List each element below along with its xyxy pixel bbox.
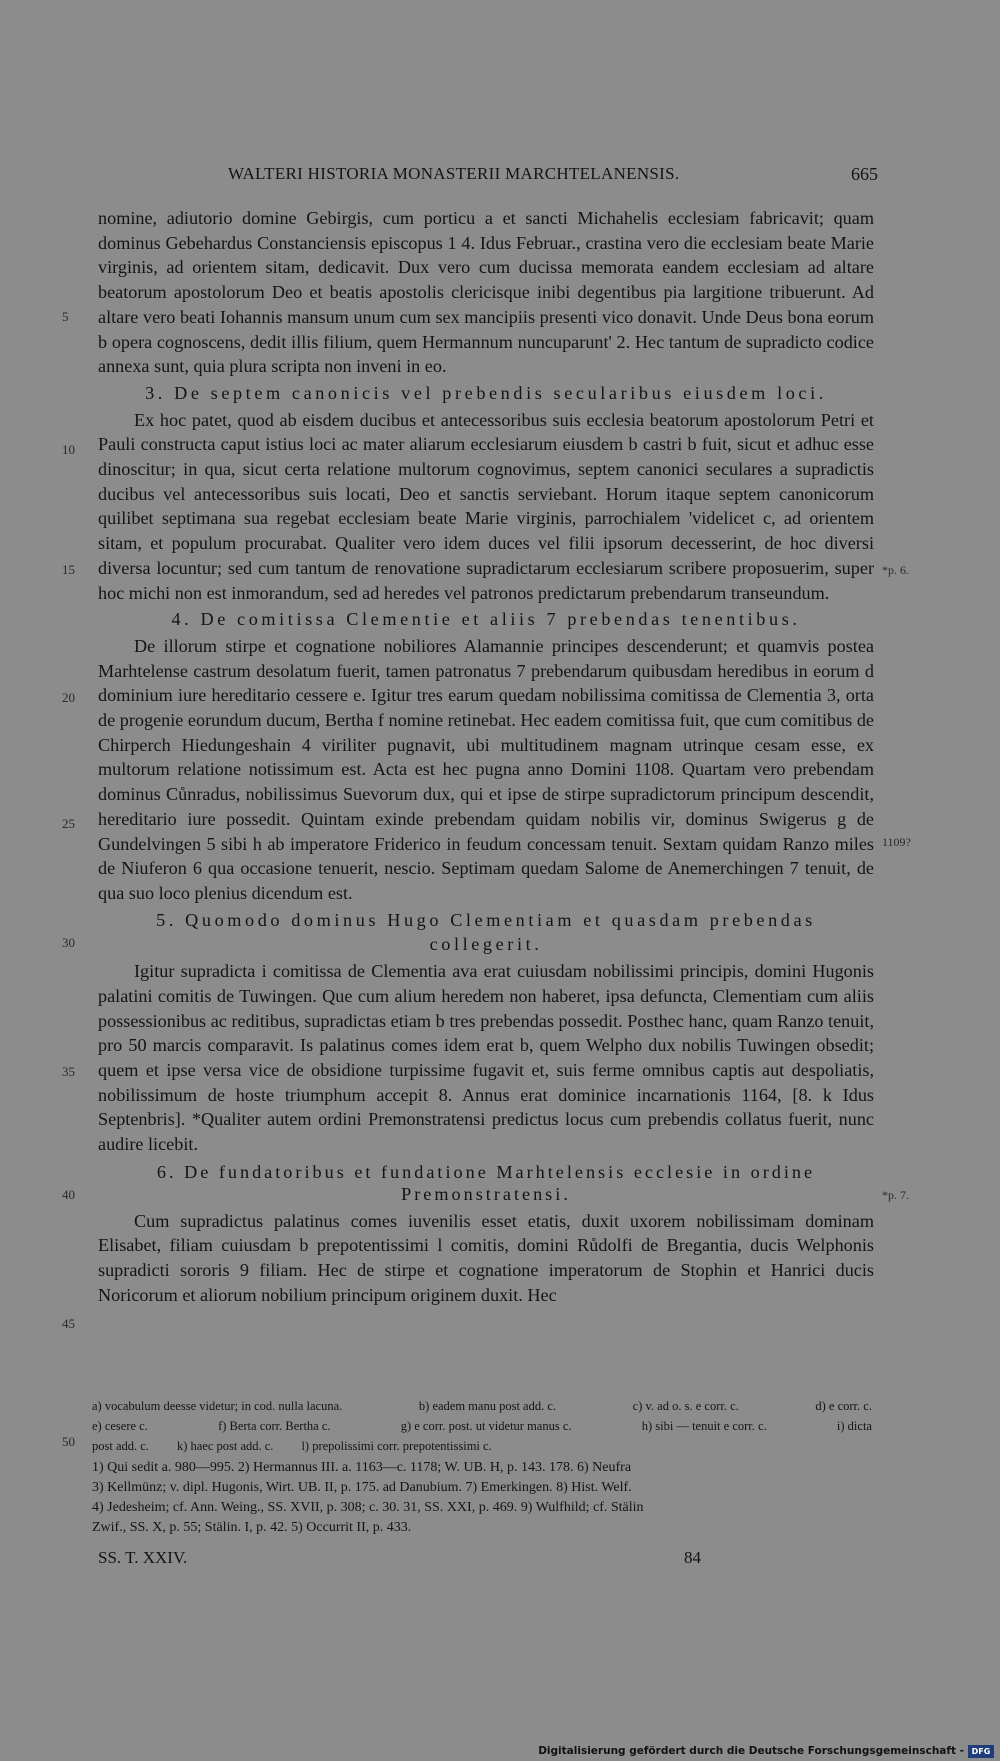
apparatus-note: g) e corr. post. ut videtur manus c. [400,1419,572,1433]
line-number: 5 [62,309,69,324]
line-number: 25 [62,816,75,831]
apparatus-row [92,1396,872,1416]
footnote-line: 1) Qui sedit a. 980—995. 2) Hermannus III. a. 1163—c. 1178; W. UB. H, p. 143. 178. 6) Neufra [92,1460,632,1475]
apparatus-row [92,1416,872,1436]
section-heading-3: 3. De septem canonicis vel prebendis secularibus eiusdem loci. [145,382,827,403]
apparatus-note: h) sibi — tenuit e corr. c. [641,1419,767,1433]
section-heading-6-line2: Premonstratensi. [401,1183,571,1204]
paragraph-section-6: Cum supradictus palatinus comes iuvenilis esset etatis, duxit uxorem nobilissimam dominam Elisabet, filiam cuiusdam b prepotentissimi l comitis, domini Růdolfi de Bregantia, ducis Welphonis supradicti sororis 9 filiam. Hec de stirpe et cognatione imperatorum de Stophin et Hanrici ducis Noricorum et aliorum nobilium principum originem duxit. Hec [98,1210,874,1305]
footnote-line: 4) Jedesheim; cf. Ann. Weing., SS. XVII, p. 308; c. 30. 31, SS. XXI, p. 469. 9) Wulfhild; cf. Stälin [92,1500,644,1515]
apparatus-note: l) prepolissimi corr. prepotentissimi c. [301,1439,492,1453]
margin-note-year: 1109? [882,835,911,849]
line-number: 15 [62,562,75,577]
paragraph-intro: nomine, adiutorio domine Gebirgis, cum porticu a et sancti Michahelis ecclesiam fabricavit; quam dominus Gebehardus Constanciensis episcopus 1 4. Idus Februar., crastina vero die ecclesiam beate Marie virginis, ad orientem sitam, dedicavit. Dux vero cum ducissa memorata eandem ecclesiam ad altare beatorum apostolorum Deo et beatis apostolis clericisque inibi degentibus pia largitione tribuerunt. Ad altare vero beati Iohannis mansum unum cum sex mancipiis presenti vico donavit. Unde Deus bona eorum b opera cognoscens, dedit illis filium, quem Hermannum nuncuparunt' 2. Hec tantum de supradicto codice annexa sunt, quia plura scripta non inveni in eo. [98,208,874,377]
page-header [98,164,878,192]
margin-note-page-ref: *p. 6. [882,563,909,577]
page-number: 665 [851,164,878,184]
apparatus-note: post add. c. [92,1439,149,1453]
numbered-footnotes [92,1458,874,1538]
line-number: 40 [62,1187,75,1202]
line-number: 50 [62,1434,75,1449]
section-heading-6-line1: 6. De fundatoribus et fundatione Marhtelensis ecclesie in ordine [156,1161,816,1182]
signature-volume: SS. T. XXIV. [98,1548,188,1567]
paragraph-section-3: Ex hoc patet, quod ab eisdem ducibus et antecessoribus suis ecclesia beatorum apostolorum Petri et Pauli constructa caput istius loci ac mater aliarum ecclesiarum eiusdem b castri b fuit, sicut et adhuc esse dinoscitur; in qua, sicut certa relatione multorum cognovimus, septem canonici seculares a supradictis ducibus vel antecessoribus suis locati, Deo et sanctis serviebant. Horum itaque septem canonicorum quilibet septimana sua regebat ecclesiam beate Marie virginis, parrochialem 'videlicet c, ad orientem sitam, et populum procurabat. Qualiter vero idem duces vel filii ipsorum decesserint, de hoc diversi diversa locuntur; sed cum tantum de renovatione supradictarum ecclesiarum scribere proposuerim, super hoc michi non est inmorandum, sed ad heredes vel patronos predictarum prebendarum transeundum. [98,409,874,603]
line-number: 30 [62,935,75,950]
margin-note-page-ref: *p. 7. [882,1188,909,1202]
running-title: WALTERI HISTORIA MONASTERII MARCHTELANENSIS. [228,164,680,183]
apparatus-row [92,1436,872,1456]
apparatus-note: a) vocabulum deesse videtur; in cod. nulla lacuna. [92,1399,343,1413]
main-text [98,206,874,1308]
apparatus-note: e) cesere c. [92,1419,148,1433]
apparatus-note: c) v. ad o. s. e corr. c. [632,1399,739,1413]
section-heading-5: 5. Quomodo dominus Hugo Clementiam et quasdam prebendas collegerit. [156,909,816,955]
dfg-logo: DFG [968,1745,994,1758]
signature-sheet: 84 [684,1548,701,1567]
apparatus-note: f) Berta corr. Bertha c. [218,1419,331,1433]
line-number: 10 [62,442,75,457]
apparatus-note: b) eadem manu post add. c. [418,1399,557,1413]
paragraph-section-5: Igitur supradicta i comitissa de Clementia ava erat cuiusdam nobilissimi principis, domini Hugonis palatini comitis de Tuwingen. Que cum alium heredem non haberet, ipsa defuncta, Clementiam cum aliis possessionibus ac reditibus, supradictas etiam b tres prebendas possedit. Posthec hanc, quam Ranzo tenuit, pro 50 marcis comparavit. Is palatinus comes idem erat b, quem Welpho dux nobilis Tuwingen obsedit; quem et ipse versa vice de obsidione turpissime fugavit et, suis ferme omnibus captis aut despoliatis, nobilissimum de hoste triumphum accepit 8. Annus erat dominice incarnationis 1164, [8. k Idus Septenbris]. *Qualiter autem ordini Premonstratensi predictus locus cum prebendis collatus fuerit, nunc audire licebit. [98,961,874,1155]
paragraph-section-4: De illorum stirpe et cognatione nobiliores Alamannie principes descenderunt; et quamvis postea Marhtelense castrum desolatum fuerit, tamen patronatus 7 prebendarum quibusdam heredibus in eorum d dominium iure hereditario cessere e. Igitur tres earum quedam nobilissima comitissa de Clementia 3, orta de progenie eorundum ducum, Bertha f nomine retinebat. Hec eadem comitissa fuit, que cum comitibus de Chirperch Hiedungeshain 4 viriliter pugnavit, ubi multitudinem magnam utrinque cesam esse, ex multorum relatione notissimum est. Acta est hec pugna anno Domini 1108. Quartam vero prebendam dominus Cůnradus, nobilissimus Suevorum dux, qui et ipse de stirpe supradictorum principum descendit, hereditario iure possedit. Quintam exinde prebendam quidam nobilis vir, dominus Swigerus g de Gundelvingen 5 sibi h ab imperatore Friderico in feudum concessam tenuit. Sextam quidam Ranzo miles de Niuferon 6 qua occasione tenuerit, nescio. Septimam quedam Salome de Anemerchingen 7 tenuit, de qua suo loco plenius dicendum est. [98,635,874,903]
section-heading-4: 4. De comitissa Clementie et aliis 7 prebendas tenentibus. [171,609,801,630]
line-number: 35 [62,1064,75,1079]
digitization-credit: Digitalisierung gefördert durch die Deutsche Forschungsgemeinschaft - [538,1745,964,1757]
line-number: 45 [62,1316,75,1331]
section-heading-6 [98,1157,874,1209]
critical-apparatus [92,1396,872,1456]
apparatus-note: k) haec post add. c. [176,1439,274,1453]
digitization-credit-bar [0,1743,1000,1761]
line-number: 20 [62,690,75,705]
apparatus-note: i) dicta [836,1419,872,1433]
footnote-line: Zwif., SS. X, p. 55; Stälin. I, p. 42. 5) Occurrit II, p. 433. [92,1520,412,1535]
footnote-line: 3) Kellmünz; v. dipl. Hugonis, Wirt. UB. II, p. 175. ad Danubium. 7) Emerkingen. 8) Hist. Welf. [92,1480,632,1495]
apparatus-note: d) e corr. c. [815,1399,872,1413]
